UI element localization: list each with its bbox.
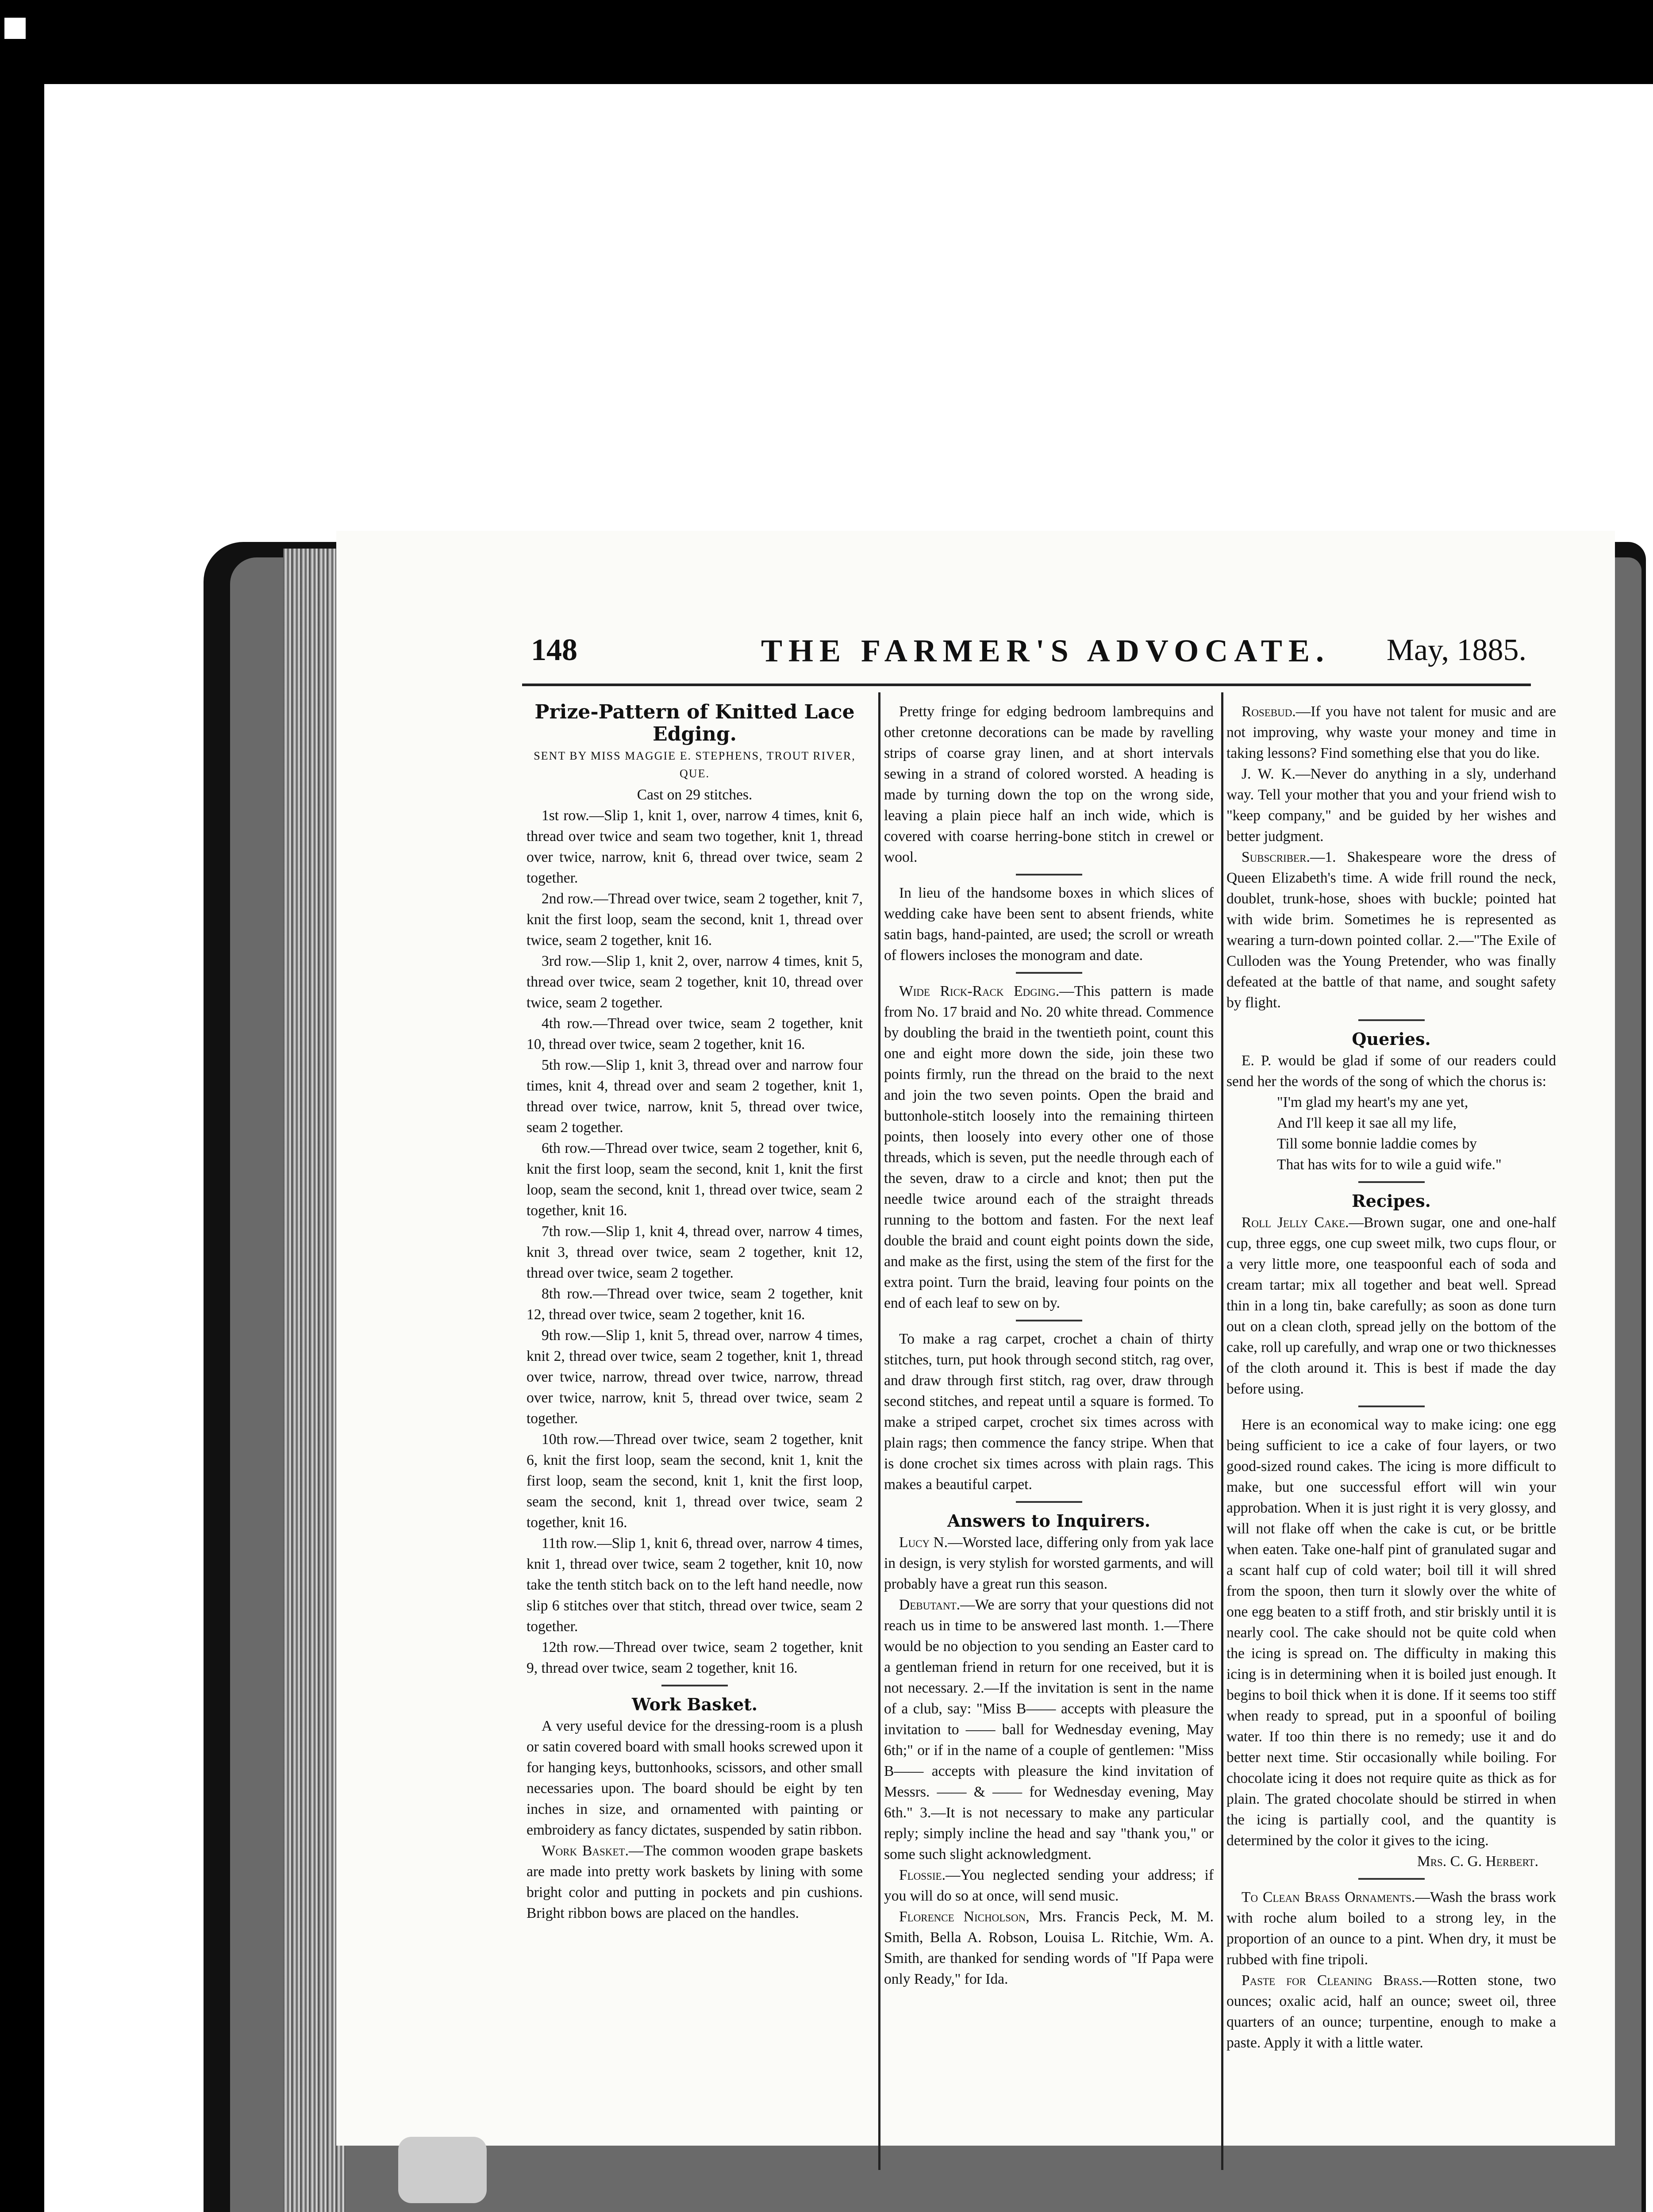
thumb-holding-page [398,2137,487,2203]
lead-in: Work Basket. [542,1843,629,1859]
pattern-row: 12th row.—Thread over twice, seam 2 together, knit 9, thread over twice, seam 2 together, knit 16. [527,1639,863,1676]
section-divider [661,1685,728,1686]
rag-carpet-paragraph: To make a rag carpet, crochet a chain of thirty stitches, turn, put hook through second stitch, rag over, and draw through first stitch, rag over, draw through second stitches, and repeat until a square is formed. To make a striped carpet, crochet six times across with plain rags; then commence the fancy stripe. When that is done crochet six times across with plain rags. This makes a beautiful carpet. [884,1331,1214,1493]
pattern-row: 4th row.—Thread over twice, seam 2 together, knit 10, thread over twice, seam 2 together, knit 16. [527,1015,863,1052]
section-title-answers: Answers to Inquirers. [947,1511,1151,1531]
sprocket-hole [4,18,26,39]
pattern-row: 7th row.—Slip 1, knit 4, thread over, narrow 4 times, knit 3, thread over twice, seam 2 together, knit 12, thread over twice, seam 2 together. [527,1223,863,1281]
section-title-recipes: Recipes. [1352,1191,1431,1211]
issue-date: May, 1885. [1386,633,1526,667]
work-basket-paragraph: A very useful device for the dressing-room is a plush or satin covered board with small hooks screwed upon it for hanging keys, buttonhooks, scissors, and other small necessaries upon. The board should be eight by ten inches in size, and ornamented with painting or embroidery as fancy dictates, suspended by satin ribbon. [527,1718,863,1838]
answer-flossie: Flossie.—You neglected sending your address; if you will do so at once, will send music. [884,1867,1214,1904]
answer-subscriber: Subscriber.—1. Shakespeare wore the dress of Queen Elizabeth's time. A wide frill round the neck, doublet, trunk-hose, shoes with buckle; pointed hat with wide brim. Sometimes he is represented as wearing a turn-down pointed collar. 2.—"The Exile of Culloden was the Young Pretender, who was finally defeated at the battle of that name, and sought safety by flight. [1226,849,1556,1011]
page-number: 148 [531,633,577,667]
wedding-cake-paragraph: In lieu of the handsome boxes in which slices of wedding cake have been sent to absent friends, white satin bags, hand-painted, are used; the scroll or wreath of flowers incloses the monogram and date. [884,885,1214,964]
masthead: THE FARMER'S ADVOCATE. [761,633,1330,668]
answer-jwk: J. W. K.—Never do anything in a sly, underhand way. Tell your mother that you and your friend wish to "keep company," and be guided by her wishes and better judgment. [1226,766,1556,845]
section-divider [1016,1501,1082,1503]
section-divider [1358,1878,1425,1880]
page-header [531,633,1526,686]
section-divider [1016,972,1082,974]
lead-in: Debutant. [899,1597,961,1613]
pattern-row: 5th row.—Slip 1, knit 3, thread over and narrow four times, knit 4, thread over and seam 2 together, knit 1, thread over twice, narrow, knit 5, thread over twice, seam 2 together. [527,1057,863,1136]
answer-florence: Florence Nicholson, Mrs. Francis Peck, M. M. Smith, Bella A. Robson, Louisa L. Ritchie, Wm. A. Smith, are thanked for sending words of "If Papa were only Ready," for Ida. [884,1909,1214,1987]
answer-rosebud: Rosebud.—If you have not talent for music and are not improving, why waste your money and time in taking lessons? Find something else that you do like. [1226,703,1556,761]
frame-left-band [0,0,44,2212]
verse-line: "I'm glad my heart's my ane yet, [1277,1094,1468,1110]
byline: SENT BY MISS MAGGIE E. STEPHENS, TROUT RIVER, QUE. [534,749,856,780]
pattern-row: 8th row.—Thread over twice, seam 2 together, knit 12, thread over twice, seam 2 together, knit 16. [527,1286,863,1323]
cast-on-note: Cast on 29 stitches. [637,787,753,803]
section-divider [1358,1019,1425,1021]
column-rule [878,692,880,2170]
lead-in: To Clean Brass Ornaments. [1242,1889,1415,1905]
rickrack-paragraph: Wide Rick-Rack Edging.—This pattern is made from No. 17 braid and No. 20 white thread. Commence by doubling the braid in the twentieth point, count this one and eight more down the side, join these two points firmly, run the thread on the braid to the next and join the two seven points. Open the braid and buttonhole-stitch loosely into the remaining thirteen points, then loosely into every other one of those threads, which is seven, put the needle through each of the seven, draw to a circle and knot; then put the needle twice around each of the straight threads running to the bottom and fasten. For the next leaf double the braid and count eight points down the side, and make as the first, using the stem of the first for the extra point. Turn the braid, leaving four points on the end of each leaf to sew on by. [884,983,1214,1311]
pattern-row: 9th row.—Slip 1, knit 5, thread over, narrow 4 times, knit 2, thread over twice, seam 2 together, knit 1, thread over twice, narrow, thread over twice, narrow, thread over twice, narrow, knit 5, thread over twice, seam 2 together. [527,1327,863,1427]
queries-paragraph: E. P. would be glad if some of our readers could send her the words of the song of which the chorus is: [1226,1052,1556,1090]
column-2 [884,701,1214,1989]
lead-in: Paste for Cleaning Brass. [1242,1972,1422,1989]
pattern-row: 3rd row.—Slip 1, knit 2, over, narrow 4 times, knit 5, thread over twice, seam 2 together, knit 10, thread over twice, seam 2 together. [527,953,863,1011]
fringe-paragraph: Pretty fringe for edging bedroom lambrequins and other cretonne decorations can be made by ravelling strips of coarse gray linen, and at short intervals sewing in a strand of colored worsted. A heading is made by turning down the top on the wrong side, leaving a plain piece half an inch wide, which is covered with coarse herring-bone stitch in crewel or wool. [884,703,1214,865]
recipe-brass: To Clean Brass Ornaments.—Wash the brass work with roche alum boiled to a strong ley, in the proportion of an ounce to a pint. When dry, it must be rubbed with fine tripoli. [1226,1889,1556,1968]
lead-in: Wide Rick-Rack Edging. [899,983,1060,999]
answer-lucy: Lucy N.—Worsted lace, differing only from yak lace in design, is very stylish for worsted garments, and will probably have a great run this season. [884,1534,1214,1592]
verse-line: Till some bonnie laddie comes by [1277,1136,1477,1152]
page-stack-edge [283,549,345,2212]
section-title-queries: Queries. [1352,1029,1431,1049]
lead-in: Flossie. [899,1867,946,1883]
verse-line: That has wits for to wile a guid wife." [1277,1156,1502,1173]
lead-in: Roll Jelly Cake. [1242,1214,1349,1231]
recipe-jelly-cake: Roll Jelly Cake.—Brown sugar, one and one-half cup, three eggs, one cup sweet milk, two cups flour, or a very little more, one teaspoonful each of soda and cream tartar; mix all together and beat well. Spread thin in a long tin, bake carefully; as soon as done turn out on a clean cloth, spread jelly on the bottom of the cake, roll up carefully, and wrap one or two thicknesses of the cloth around it. This is best if made the day before using. [1226,1214,1556,1397]
section-divider [1358,1181,1425,1183]
section-divider [1358,1406,1425,1407]
column-3 [1226,701,1556,2053]
verse-line: And I'll keep it sae all my life, [1277,1115,1457,1131]
icing-signature: Mrs. C. G. Herbert. [1417,1853,1538,1870]
article-title-work-basket: Work Basket. [632,1694,757,1714]
header-rule [522,684,1531,686]
lead-in: Rosebud. [1242,703,1296,720]
column-rule [1221,692,1223,2170]
pattern-row: 10th row.—Thread over twice, seam 2 together, knit 6, knit the first loop, seam the second, knit 1, knit the first loop, seam the second, knit 1, knit the first loop, seam the second, knit 1, thread over twice, seam 2 together, knit 16. [527,1431,863,1531]
pattern-row: 11th row.—Slip 1, knit 6, thread over, narrow 4 times, knit 1, thread over twice, seam 2 together, knit 10, now take the tenth stitch back on to the left hand needle, now slip 6 stitches over that stitch, thread over twice, seam 2 together. [527,1535,863,1635]
section-divider [1016,874,1082,876]
work-basket-paragraph-2: Work Basket.—The common wooden grape baskets are made into pretty work baskets by lining with some bright color and putting in pockets and pin cushions. Bright ribbon bows are placed on the handles. [527,1843,863,1921]
recipe-icing: Here is an economical way to make icing: one egg being sufficient to ice a cake of four layers, or two good-sized round cakes. The icing is more difficult to make, but one successful effort will win your approbation. When it is just right it is very glossy, and will not flake off when the cake is cut, or be brittle when eaten. Take one-half pint of granulated sugar and a scant half cup of cold water; boil till it will shred from the spoon, then turn it slowly over the white of one egg beaten to a stiff froth, and stir briskly until it is nearly cool. The cake should not be quite cold when the icing is spread on. The difficulty in making this icing is in determining when it is boiled just enough. It begins to boil thick when it is done. If it seems too stiff when ready to spread, put in a spoonful of boiling water. If too thin there is no remedy; use it and do better next time. Stir occasionally while boiling. For chocolate icing it does not require quite as thick as for plain. The grated chocolate should be stirred in when the icing is partially cool, and the quantity is determined by the color it gives to the icing. [1226,1417,1556,1849]
answer-debutant: Debutant.—We are sorry that your questions did not reach us in time to be answered last month. 1.—There would be no objection to you sending an Easter card to a gentleman friend in return for one received, but it is not necessary. 2.—If the invitation is sent in the name of a club, say: "Miss B—— accepts with pleasure the invitation to —— ball for Wednesday evening, May 6th;" or if in the name of a couple of gentlemen: "Miss B—— accepts with pleasure the kind invitation of Messrs. —— & —— for Wednesday evening, May 6th." 3.—It is not necessary to make any particular reply; simply incline the head and say "thank you," or some such slight acknowledgment. [884,1597,1214,1863]
pattern-row: 6th row.—Thread over twice, seam 2 together, knit 6, knit the first loop, seam the second, knit 1, knit the first loop, seam the second, knit 1, thread over twice, seam 2 together, knit 16. [527,1140,863,1219]
pattern-row: 2nd row.—Thread over twice, seam 2 together, knit 7, knit the first loop, seam the second, knit 1, thread over twice, seam 2 together, knit 16. [527,891,863,949]
section-divider [1016,1320,1082,1321]
pattern-row: 1st row.—Slip 1, knit 1, over, narrow 4 times, knit 6, thread over twice and seam two together, knit 1, thread over twice, narrow, knit 6, thread over twice, seam 2 together. [527,807,863,886]
frame-top-band [0,0,1653,84]
recipe-brass-paste: Paste for Cleaning Brass.—Rotten stone, two ounces; oxalic acid, half an ounce; sweet oil, three quarters of an ounce; turpentine, enough to make a paste. Apply it with a little water. [1226,1972,1556,2051]
lead-in: Lucy N. [899,1534,948,1551]
column-1 [527,701,863,1924]
article-title-lace-edging: Prize-Pattern of Knitted Lace Edging. [534,701,855,745]
lead-in: Subscriber. [1242,849,1310,865]
lead-in: Florence Nicholson, [899,1909,1030,1925]
